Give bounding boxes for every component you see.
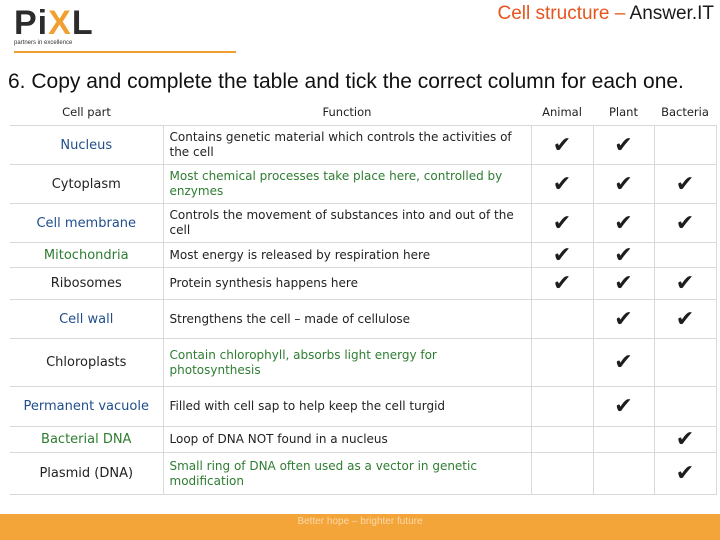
plant-tick-cell[interactable] <box>593 300 654 339</box>
header-plant: Plant <box>593 99 654 126</box>
header-animal: Animal <box>531 99 593 126</box>
checkmark-icon: ✔ <box>675 306 695 332</box>
plant-tick-cell[interactable] <box>593 165 654 204</box>
table-row <box>10 300 716 339</box>
page-title: Cell structure – Answer.IT <box>497 3 714 24</box>
animal-tick-cell[interactable] <box>531 453 593 495</box>
bacteria-tick-cell[interactable] <box>654 387 716 427</box>
cell-part-name: Ribosomes <box>10 268 163 300</box>
logo-wordmark: PiXL <box>14 4 94 42</box>
animal-tick-cell[interactable] <box>531 300 593 339</box>
cell-function: Contain chlorophyll, absorbs light energy for photosynthesis <box>163 339 531 387</box>
bacteria-tick-cell[interactable] <box>654 126 716 165</box>
footer-slogan: Better hope – brighter future <box>297 516 423 527</box>
cell-function: Strengthens the cell – made of cellulose <box>163 300 531 339</box>
cell-structure-table <box>10 99 717 495</box>
cell-part-name: Chloroplasts <box>10 339 163 387</box>
cell-function: Most energy is released by respiration here <box>163 243 531 268</box>
logo-tagline: partners in excellence <box>14 40 73 46</box>
table-row <box>10 453 716 495</box>
animal-tick-cell[interactable] <box>531 243 593 268</box>
cell-part-name: Cytoplasm <box>10 165 163 204</box>
plant-tick-cell[interactable] <box>593 268 654 300</box>
animal-tick-cell[interactable] <box>531 427 593 453</box>
animal-tick-cell[interactable] <box>531 268 593 300</box>
cell-function: Loop of DNA NOT found in a nucleus <box>163 427 531 453</box>
table-row <box>10 387 716 427</box>
cell-function: Protein synthesis happens here <box>163 268 531 300</box>
animal-tick-cell[interactable] <box>531 339 593 387</box>
plant-tick-cell[interactable] <box>593 126 654 165</box>
cell-part-name: Nucleus <box>10 126 163 165</box>
cell-function: Most chemical processes take place here, controlled by enzymes <box>163 165 531 204</box>
cell-function: Filled with cell sap to help keep the cell turgid <box>163 387 531 427</box>
bacteria-tick-cell[interactable] <box>654 165 716 204</box>
header-divider <box>14 51 236 53</box>
checkmark-icon: ✔ <box>552 132 572 158</box>
checkmark-icon: ✔ <box>552 171 572 197</box>
checkmark-icon: ✔ <box>614 350 633 375</box>
table-row <box>10 427 716 453</box>
animal-tick-cell[interactable] <box>531 387 593 427</box>
header-bacteria: Bacteria <box>654 99 716 126</box>
bacteria-tick-cell[interactable] <box>654 268 716 300</box>
checkmark-icon: ✔ <box>614 394 633 419</box>
bacteria-tick-cell[interactable] <box>654 204 716 243</box>
checkmark-icon: ✔ <box>552 242 572 268</box>
table-row <box>10 165 716 204</box>
plant-tick-cell[interactable] <box>593 427 654 453</box>
cell-function: Small ring of DNA often used as a vector in genetic modification <box>163 453 531 495</box>
checkmark-icon: ✔ <box>675 210 695 236</box>
cell-part-name: Cell membrane <box>10 204 163 243</box>
checkmark-icon: ✔ <box>675 427 695 452</box>
animal-tick-cell[interactable] <box>531 204 593 243</box>
cell-part-name: Mitochondria <box>10 243 163 268</box>
table-row <box>10 204 716 243</box>
bacteria-tick-cell[interactable] <box>654 427 716 453</box>
checkmark-icon: ✔ <box>614 242 633 268</box>
table-row <box>10 243 716 268</box>
cell-part-name: Bacterial DNA <box>10 427 163 453</box>
bacteria-tick-cell[interactable] <box>654 243 716 268</box>
cell-part-name: Cell wall <box>10 300 163 339</box>
bacteria-tick-cell[interactable] <box>654 453 716 495</box>
animal-tick-cell[interactable] <box>531 126 593 165</box>
plant-tick-cell[interactable] <box>593 204 654 243</box>
bacteria-tick-cell[interactable] <box>654 339 716 387</box>
plant-tick-cell[interactable] <box>593 339 654 387</box>
table-row <box>10 339 716 387</box>
plant-tick-cell[interactable] <box>593 243 654 268</box>
table-row <box>10 126 716 165</box>
header-cell-part: Cell part <box>10 99 163 126</box>
checkmark-icon: ✔ <box>675 271 695 296</box>
checkmark-icon: ✔ <box>675 461 695 486</box>
checkmark-icon: ✔ <box>614 306 633 332</box>
question-text: 6. Copy and complete the table and tick the correct column for each one. <box>8 70 684 93</box>
cell-part-name: Permanent vacuole <box>10 387 163 427</box>
pixl-logo <box>14 4 94 46</box>
checkmark-icon: ✔ <box>614 271 633 296</box>
checkmark-icon: ✔ <box>614 171 633 197</box>
bacteria-tick-cell[interactable] <box>654 300 716 339</box>
animal-tick-cell[interactable] <box>531 165 593 204</box>
checkmark-icon: ✔ <box>552 210 572 236</box>
checkmark-icon: ✔ <box>675 171 695 197</box>
plant-tick-cell[interactable] <box>593 387 654 427</box>
checkmark-icon: ✔ <box>614 132 633 158</box>
table-row <box>10 268 716 300</box>
cell-function: Contains genetic material which controls the activities of the cell <box>163 126 531 165</box>
table-header-row <box>10 99 716 126</box>
checkmark-icon: ✔ <box>614 210 633 236</box>
plant-tick-cell[interactable] <box>593 453 654 495</box>
cell-function: Controls the movement of substances into and out of the cell <box>163 204 531 243</box>
cell-part-name: Plasmid (DNA) <box>10 453 163 495</box>
checkmark-icon: ✔ <box>552 271 572 296</box>
header-function: Function <box>163 99 531 126</box>
